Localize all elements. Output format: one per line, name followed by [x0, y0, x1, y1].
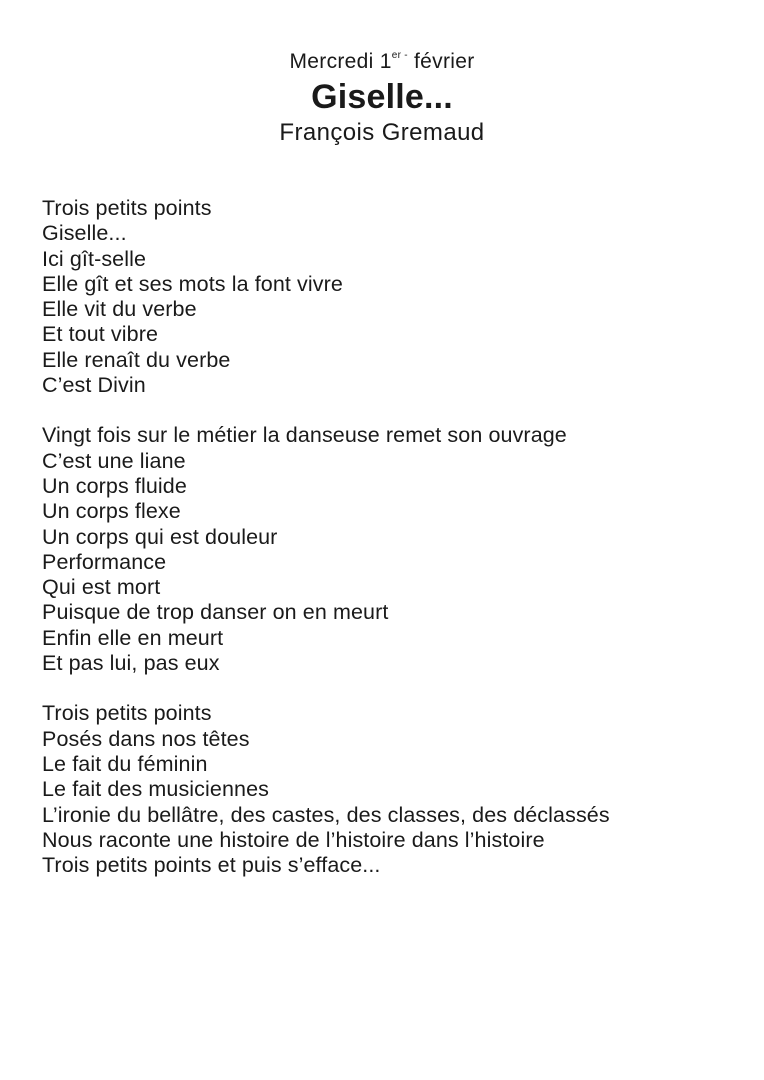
- poem-line: L’ironie du bellâtre, des castes, des classes, des déclassés: [42, 802, 610, 827]
- poem-line: Nous raconte une histoire de l’histoire dans l’histoire: [42, 827, 545, 852]
- poem-line: Enfin elle en meurt: [42, 625, 224, 650]
- poem-line: Un corps qui est douleur: [42, 524, 278, 549]
- poem-line: Posés dans nos têtes: [42, 726, 250, 751]
- date-superscript: er -: [391, 50, 408, 61]
- stanza-1: [42, 196, 742, 398]
- poem-line: C’est Divin: [42, 373, 146, 398]
- poem-line: Performance: [42, 549, 167, 574]
- poem-line: Ici gît-selle: [42, 246, 147, 271]
- poem-line: Et tout vibre: [42, 322, 159, 347]
- date-prefix: Mercredi 1: [289, 50, 392, 73]
- poem-line: Un corps flexe: [42, 499, 181, 524]
- poem-line: Le fait des musiciennes: [42, 777, 269, 802]
- poem-line: Elle vit du verbe: [42, 297, 197, 322]
- poem-line: Trois petits points: [42, 196, 212, 220]
- poem-line: Giselle...: [42, 221, 127, 246]
- poem-line: Puisque de trop danser on en meurt: [42, 600, 389, 625]
- poem-line: Un corps fluide: [42, 473, 187, 498]
- poem-line: Vingt fois sur le métier la danseuse remet son ouvrage: [42, 423, 567, 448]
- stanza-2: [42, 423, 742, 676]
- poem-line: Trois petits points: [42, 701, 212, 726]
- stanza-3: [42, 701, 742, 878]
- poem-line: Qui est mort: [42, 575, 161, 600]
- poem-line: Elle gît et ses mots la font vivre: [42, 271, 343, 296]
- poem-body: [42, 196, 742, 903]
- page-title: Giselle...: [311, 78, 453, 116]
- header: [0, 48, 764, 148]
- poem-line: Trois petits points et puis s’efface...: [42, 853, 381, 878]
- poem-line: Et pas lui, pas eux: [42, 651, 220, 676]
- date-suffix: février: [407, 50, 475, 73]
- date-line: [0, 48, 764, 76]
- poem-line: C’est une liane: [42, 448, 186, 473]
- author-name: François Gremaud: [279, 119, 485, 146]
- poem-line: Le fait du féminin: [42, 751, 208, 776]
- poem-line: Elle renaît du verbe: [42, 347, 231, 372]
